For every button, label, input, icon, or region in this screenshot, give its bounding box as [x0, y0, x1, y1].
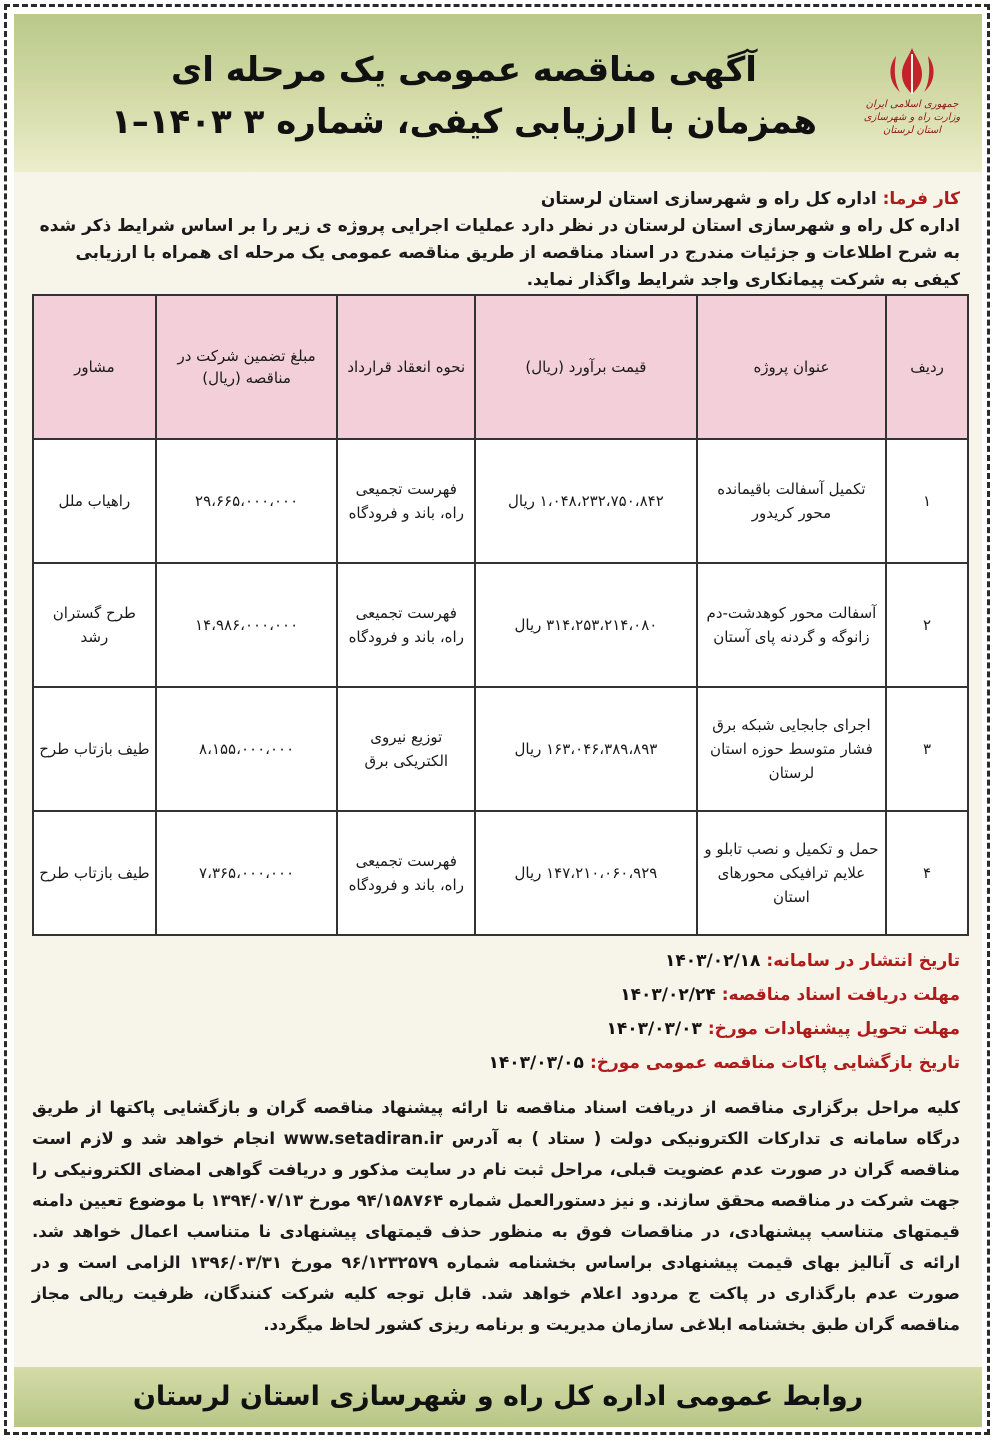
emblem-line-3: استان لرستان — [882, 125, 942, 136]
guarantee-amount: ۷،۳۶۵،۰۰۰،۰۰۰ — [156, 811, 338, 935]
estimated-price: ۳۱۴،۲۵۳،۲۱۴،۰۸۰ ریال — [475, 563, 697, 687]
date-value: ۱۴۰۳/۰۳/۰۳ — [606, 1019, 702, 1039]
date-line-opening — [120, 1046, 960, 1080]
date-line-submission — [120, 1012, 960, 1046]
employer-value: اداره کل راه و شهرسازی استان لرستان — [540, 189, 883, 209]
ministry-emblem — [856, 44, 968, 154]
intro-paragraph: اداره کل راه و شهرسازی استان لرستان در نظر دارد عملیات اجرایی پروژه ی زیر را بر اساس شرایط ذکر شده به شرح اطلاعات و جزئیات مندرج در اسناد مناقصه از طریق مناقصه عمومی یک مرحله ای همراه با ارزیابی کیفی به شرکت پیمانکاری واجد شرایط واگذار نماید. — [39, 216, 960, 290]
guarantee-amount: ۸،۱۵۵،۰۰۰،۰۰۰ — [156, 687, 338, 811]
date-line-documents — [120, 978, 960, 1012]
row-number: ۴ — [886, 811, 968, 935]
date-value: ۱۴۰۳/۰۲/۲۴ — [620, 985, 716, 1005]
advertisement — [14, 14, 982, 1427]
row-number: ۳ — [886, 687, 968, 811]
table-row — [33, 563, 968, 687]
header-cell: نحوه انعقاد قرارداد — [337, 295, 475, 439]
table-header-row — [33, 295, 968, 439]
row-number: ۱ — [886, 439, 968, 563]
project-title: تکمیل آسفالت باقیمانده محور کریدور — [697, 439, 886, 563]
header-cell: عنوان پروژه — [697, 295, 886, 439]
header-banner — [14, 14, 982, 172]
date-line-publish — [120, 944, 960, 978]
header-cell: قیمت برآورد (ریال) — [475, 295, 697, 439]
table-row — [33, 687, 968, 811]
estimated-price: ۱۴۷،۲۱۰،۰۶۰،۹۲۹ ریال — [475, 811, 697, 935]
dates-section — [120, 944, 960, 1080]
title-line-2: همزمان با ارزیابی کیفی، شماره ۳ ۱۴۰۳–۱ — [110, 102, 818, 142]
guarantee-amount: ۱۴،۹۸۶،۰۰۰،۰۰۰ — [156, 563, 338, 687]
consultant: راهیاب ملل — [33, 439, 156, 563]
date-label: تاریخ انتشار در سامانه: — [766, 951, 960, 971]
emblem-line-1: جمهوری اسلامی ایران — [865, 99, 959, 110]
guarantee-amount: ۲۹،۶۶۵،۰۰۰،۰۰۰ — [156, 439, 338, 563]
project-title: آسفالت محور کوهدشت-دم زانوگه و گردنه پای آستان — [697, 563, 886, 687]
footer-banner: روابط عمومی اداره کل راه و شهرسازی استان لرستان — [14, 1367, 982, 1427]
consultant: طرح گستران رشد — [33, 563, 156, 687]
date-value: ۱۴۰۳/۰۲/۱۸ — [664, 951, 761, 971]
date-value: ۱۴۰۳/۰۳/۰۵ — [488, 1053, 584, 1073]
contract-type: فهرست تجمیعی راه، باند و فرودگاه — [337, 811, 475, 935]
header-cell: ردیف — [886, 295, 968, 439]
contract-type: فهرست تجمیعی راه، باند و فرودگاه — [337, 439, 475, 563]
contract-type: توزیع نیروی الکتریکی برق — [337, 687, 475, 811]
consultant: طیف بازتاب طرح — [33, 811, 156, 935]
estimated-price: ۱،۰۴۸،۲۳۲،۷۵۰،۸۴۲ ریال — [475, 439, 697, 563]
employer-line — [32, 186, 960, 213]
header-cell: مشاور — [33, 295, 156, 439]
table-row — [33, 811, 968, 935]
table-row — [33, 439, 968, 563]
title-line-1: آگهی مناقصه عمومی یک مرحله ای — [171, 50, 757, 90]
intro-section — [32, 186, 960, 294]
date-label: تاریخ بازگشایی پاکات مناقصه عمومی مورخ: — [589, 1053, 960, 1073]
row-number: ۲ — [886, 563, 968, 687]
terms-paragraph: کلیه مراحل برگزاری مناقصه از دریافت اسناد مناقصه تا ارائه پیشنهاد مناقصه گران و بازگشایی پاکتها از طریق درگاه سامانه ی تدارکات الکترونیکی دولت ( ستاد ) به آدرس www.setadiran.ir انجام خواهد شد و لازم است مناقصه گران در صورت عدم عضویت قبلی، مراحل ثبت نام در سایت مذکور و دریافت گواهی امضای الکترونیکی را جهت شرکت در مناقصه محقق سازند. و نیز دستورالعمل شماره ۹۴/۱۵۸۷۶۴ مورخ ۱۳۹۴/۰۷/۱۳ با موضوع تعیین دامنه قیمتهای متناسب پیشنهادی، در مناقصات فوق به منظور حذف قیمتهای پیشنهادی نا متناسب اعمال خواهد شد. ارائه ی آنالیز بهای قیمت پیشنهادی براساس بخشنامه شماره ۹۶/۱۲۳۲۵۷۹ مورخ ۱۳۹۶/۰۳/۳۱ الزامی است و در صورت عدم بارگذاری در پاکت ج مردود اعلام خواهد شد. قابل توجه کلیه شرکت کنندگان، ظرفیت ریالی مجاز مناقصه گران طبق بخشنامه ابلاغی سازمان مدیریت و برنامه ریزی کشور لحاظ میگردد. — [32, 1098, 961, 1334]
employer-label: کار فرما: — [882, 189, 960, 209]
emblem-line-2: وزارت راه و شهرسازی — [863, 112, 961, 123]
date-label: مهلت دریافت اسناد مناقصه: — [721, 985, 960, 1005]
projects-table — [32, 294, 969, 936]
contract-type: فهرست تجمیعی راه، باند و فرودگاه — [337, 563, 475, 687]
project-title: حمل و تکمیل و نصب تابلو و علایم ترافیکی محورهای استان — [697, 811, 886, 935]
date-label: مهلت تحویل پیشنهادات مورخ: — [707, 1019, 960, 1039]
iran-emblem-icon — [884, 44, 940, 98]
estimated-price: ۱۶۳،۰۴۶،۳۸۹،۸۹۳ ریال — [475, 687, 697, 811]
consultant: طیف بازتاب طرح — [33, 687, 156, 811]
project-title: اجرای جابجایی شبکه برق فشار متوسط حوزه استان لرستان — [697, 687, 886, 811]
header-cell: مبلغ تضمین شرکت در مناقصه (ریال) — [156, 295, 338, 439]
